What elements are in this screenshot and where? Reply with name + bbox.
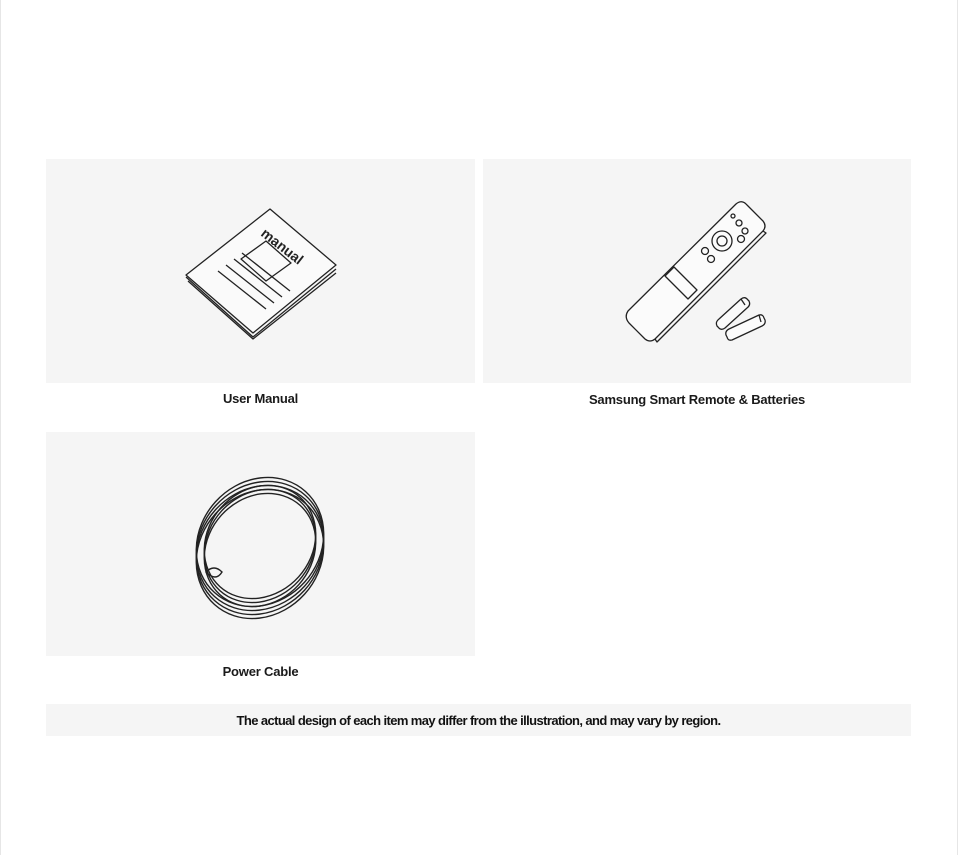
accessory-tile-remote [483, 159, 911, 383]
disclaimer-note: The actual design of each item may differ from the illustration, and may vary by region. [46, 704, 911, 736]
caption-power-cable: Power Cable [222, 664, 299, 679]
manual-icon [46, 159, 475, 383]
cable-icon [46, 432, 475, 656]
accessory-tile-user-manual [46, 159, 475, 383]
caption-user-manual: User Manual [222, 391, 299, 406]
manual-cover-text: manual [258, 224, 307, 268]
remote-icon [483, 159, 911, 383]
accessory-tile-power-cable [46, 432, 475, 656]
caption-remote-batteries: Samsung Smart Remote & Batteries [588, 392, 806, 407]
